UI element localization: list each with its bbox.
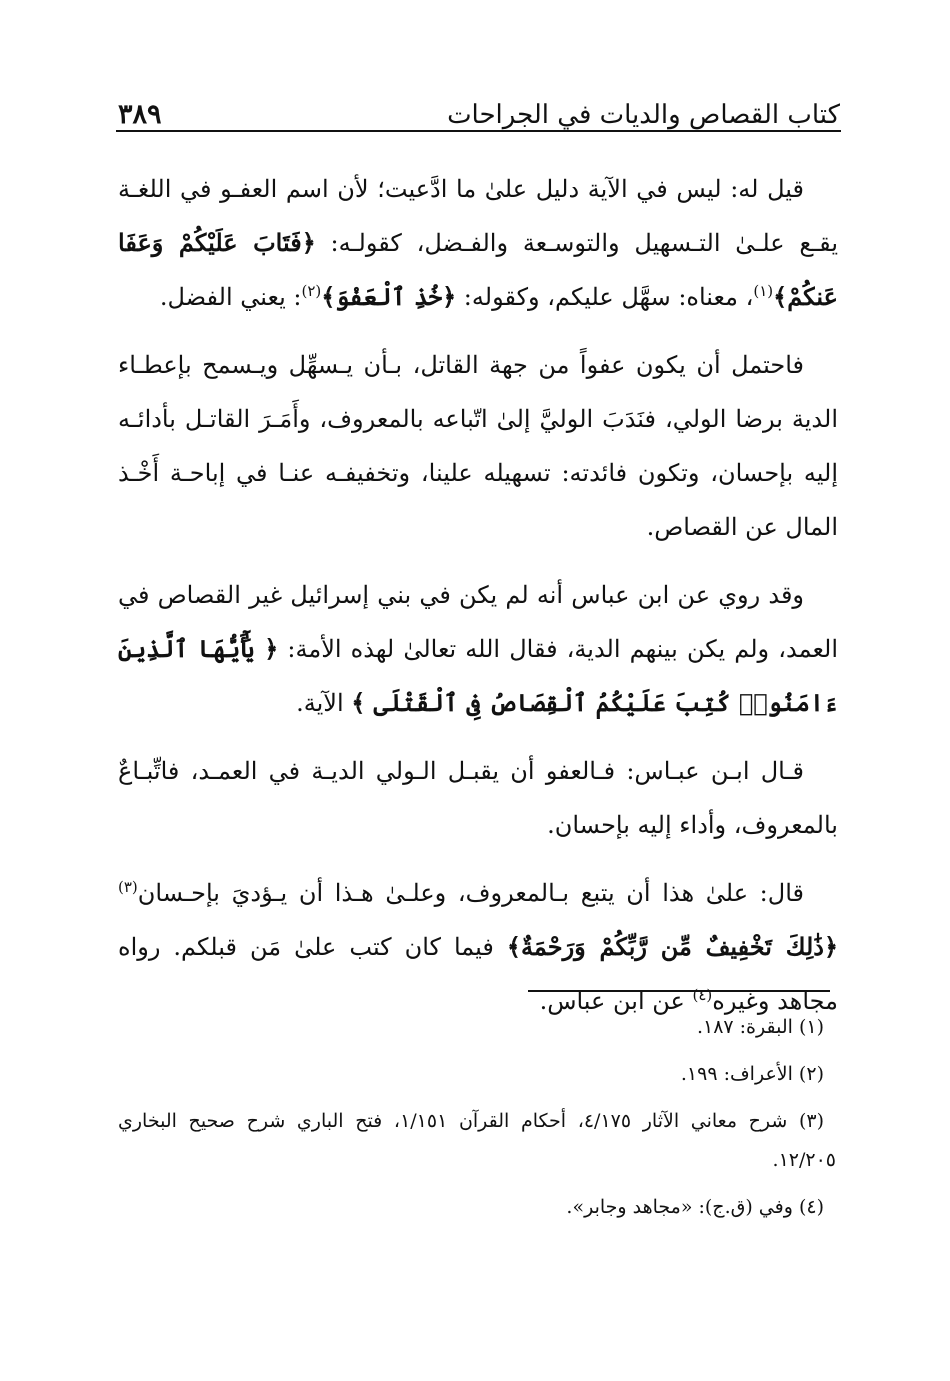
footnote-ref: (٤) xyxy=(692,986,713,1004)
text-run: قال: علىٰ هذا أن يتبع بـالمعروف، وعلـىٰ هـذا أن يـؤديَ بإحـسان xyxy=(137,879,804,907)
text-run: وقد روي عن ابن عباس أنه لم يكن في بني إسرائيل غير القصاص في العمد، ولم يكن بينهم الدية، فقال الله تعالىٰ لهذه الأمة: xyxy=(118,581,839,663)
paragraph-2: فاحتمل أن يكون عفواً من جهة القاتل، بـأن يـسهِّل ويـسمح بإعطـاء الدية برضا الولي، فنَدَبَ الوليَّ إلىٰ اتّباعه بالمعروف، وأَمَـرَ القاتـل بأدائـه إليه بإحسان، وتكون فائدته: تسهيله علينا، وتخفيفـه عنـا في إباحـة أَخْـذ المال عن القصاص. xyxy=(118,351,838,541)
footnote-2: (٢) الأعراف: ١٩٩. xyxy=(680,1063,824,1085)
page-number: ٣٨٩ xyxy=(118,99,162,130)
footnote-separator xyxy=(528,990,830,992)
footnote-1: (١) البقرة: ١٨٧. xyxy=(696,1016,824,1038)
quran-verse: ﴿خُذِ ٱلْعَفْوَ﴾ xyxy=(321,282,457,311)
footnote-ref: (٣) xyxy=(118,878,138,896)
text-run: الآية. xyxy=(296,689,352,717)
quran-verse: ﴿فَتَابَ عَلَيْكُمْ وَعَفَا عَنكُمْ﴾ xyxy=(118,228,838,311)
paragraph-4: قـال ابـن عبـاس: فـالعفو أن يقبـل الـولي الديـة في العمـد، فاتِّبـاعٌ بالمعروف، وأداء إليه بإحسان. xyxy=(118,757,838,839)
quran-verse: ﴿ذَٰلِكَ تَخْفِيفٌ مِّن رَّبِّكُمْ وَرَحْمَةٌ﴾ xyxy=(506,932,839,961)
text-run: قيل له: ليس في الآية دليل علىٰ ما ادَّعيت؛ لأن اسم العفـو في اللغـة يقـع علـىٰ التـسهيل والتوسـعة والفـضل، كقولـه: xyxy=(118,175,838,257)
main-text xyxy=(118,162,838,1042)
footnote-4: (٤) وفي (ق.ج): «مجاهد وجابر». xyxy=(566,1196,824,1218)
footnote-3: (٣) شرح معاني الآثار ٤/١٧٥، أحكام القرآن ١/١٥١، فتح الباري شرح صحيح البخاري ١٢/٢٠٥. xyxy=(118,1110,836,1171)
text-run: فيما كان كتب علىٰ مَن قبلكم. رواه مجاهد وغيره xyxy=(118,933,838,1015)
text-run: : يعني الفضل. xyxy=(159,283,302,311)
text-run: ، معناه: سهَّل عليكم، وكقوله: xyxy=(456,283,754,311)
paragraph-5 xyxy=(118,866,838,1028)
quran-verse: ﴿ يَٰٓأَيُّهَا ٱلَّذِينَ ءَامَنُوا۟ كُتِبَ عَلَيْكُمُ ٱلْقِصَاصُ فِى ٱلْقَتْلَى ﴾ xyxy=(118,634,838,717)
chapter-title: كتاب القصاص والديات في الجراحات xyxy=(447,100,840,130)
footnote-ref: (٢) xyxy=(301,282,322,300)
paragraph-1 xyxy=(118,162,838,324)
footnotes xyxy=(118,1008,836,1235)
running-header xyxy=(118,82,840,132)
header-rule xyxy=(116,130,841,132)
text-run: عن ابن عباس. xyxy=(539,987,693,1015)
paragraph-3 xyxy=(118,568,838,730)
footnote-ref: (١) xyxy=(753,282,774,300)
